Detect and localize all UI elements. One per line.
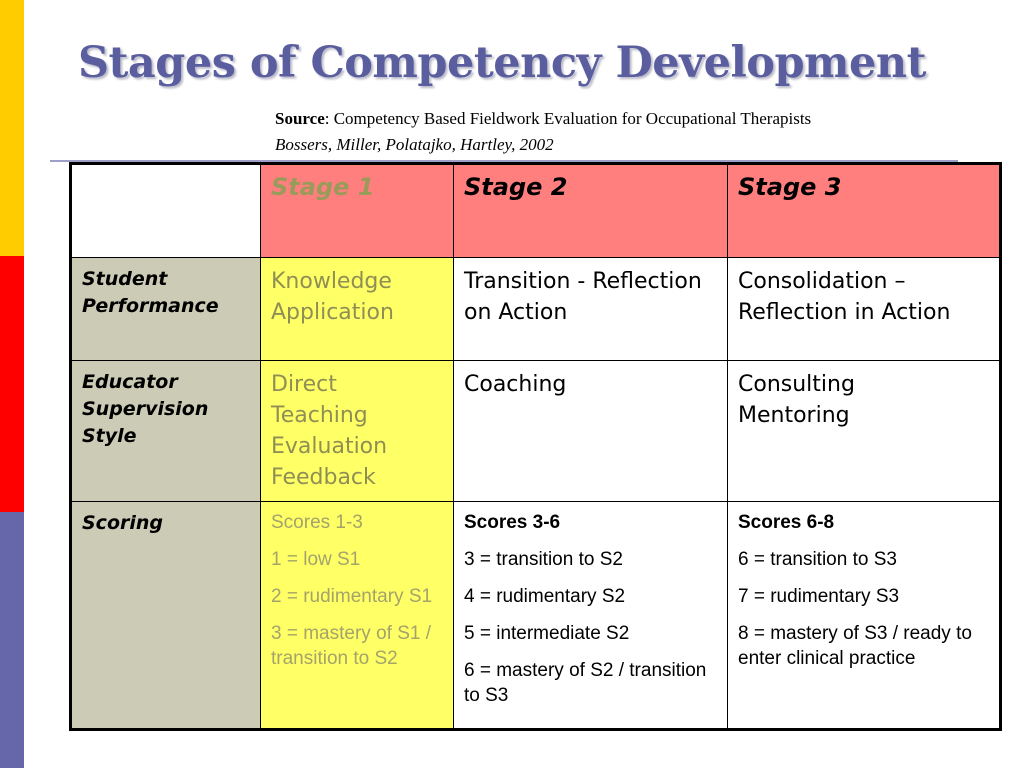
header-stage-2: Stage 2 — [454, 164, 728, 258]
cell-scoring-stage-3: Scores 6-8 6 = transition to S3 7 = rudimentary S3 8 = mastery of S3 / ready to enter clinical practice — [728, 502, 1001, 730]
cell-educator-stage-3: Consulting Mentoring — [728, 361, 1001, 502]
source-citation — [275, 106, 811, 158]
cell-student-stage-3: Consolidation – Reflection in Action — [728, 258, 1001, 361]
cell-educator-stage-2: Coaching — [454, 361, 728, 502]
row-label-educator-supervision: Educator Supervision Style — [71, 361, 261, 502]
source-authors: Bossers, Miller, Polatajko, Hartley, 2002 — [275, 135, 554, 154]
row-label-scoring: Scoring — [71, 502, 261, 730]
cell-educator-stage-1: Direct Teaching Evaluation Feedback — [261, 361, 454, 502]
scoring-stage-2-heading: Scores 3-6 — [464, 512, 561, 533]
cell-scoring-stage-1: Scores 1-3 1 = low S1 2 = rudimentary S1 3 = mastery of S1 / transition to S2 — [261, 502, 454, 730]
cell-student-stage-1: Knowledge Application — [261, 258, 454, 361]
accent-bar-red — [0, 256, 24, 512]
competency-table — [69, 162, 1002, 731]
accent-bar-blue — [0, 512, 24, 768]
row-label-student-performance: Student Performance — [71, 258, 261, 361]
row-student-performance — [71, 258, 1001, 361]
corner-cell — [71, 164, 261, 258]
row-scoring — [71, 502, 1001, 730]
scoring-stage-3-heading: Scores 6-8 — [738, 512, 835, 533]
slide-title: Stages of Competency Development — [78, 38, 927, 88]
accent-bar-yellow — [0, 0, 24, 256]
cell-scoring-stage-2: Scores 3-6 3 = transition to S2 4 = rudimentary S2 5 = intermediate S2 6 = mastery of S2 / transition to S3 — [454, 502, 728, 730]
scoring-stage-1-heading: Scores 1-3 — [271, 512, 363, 533]
row-educator-supervision — [71, 361, 1001, 502]
cell-student-stage-2: Transition - Reflection on Action — [454, 258, 728, 361]
header-stage-3: Stage 3 — [728, 164, 1001, 258]
header-row — [71, 164, 1001, 258]
source-label: Source — [275, 109, 325, 128]
header-stage-1: Stage 1 — [261, 164, 454, 258]
source-text: : Competency Based Fieldwork Evaluation for Occupational Therapists — [324, 109, 812, 128]
